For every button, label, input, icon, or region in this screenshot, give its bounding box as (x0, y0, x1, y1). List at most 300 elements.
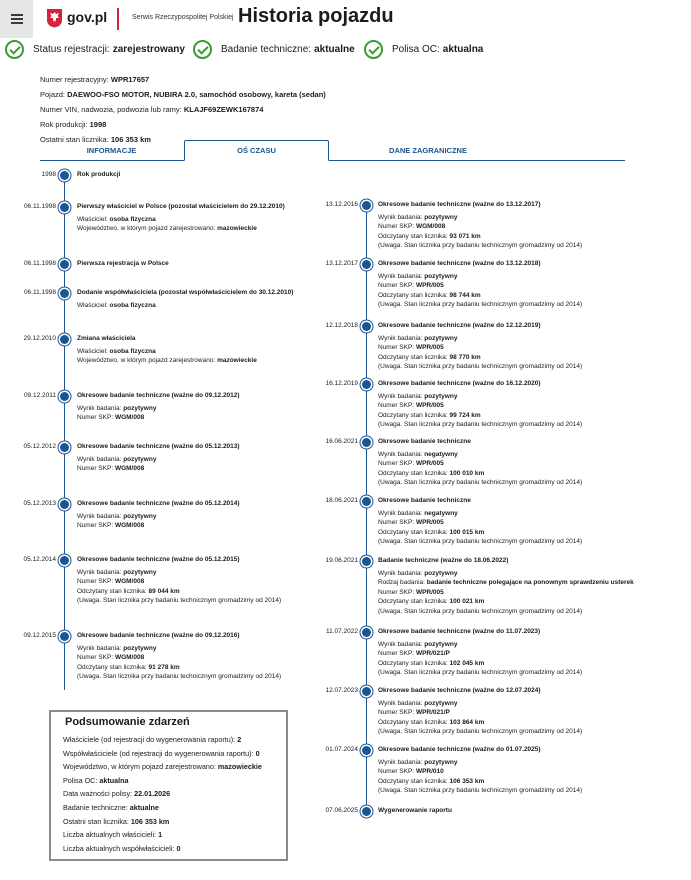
summary-row (63, 801, 274, 815)
event-title: Okresowe badanie techniczne (ważne do 05.12.2014) (77, 500, 240, 507)
event-detail-row (378, 640, 582, 649)
detail-label: Wynik badania: (378, 335, 423, 342)
detail-label: Numer SKP: (378, 768, 415, 776)
event-title: Okresowe badanie techniczne (ważne do 13.12.2018) (378, 260, 541, 267)
event-date: 16.06.2021 (325, 438, 358, 445)
tab-bar (40, 140, 625, 161)
event-detail-row (378, 569, 634, 578)
detail-label: Odczytany stan licznika: (378, 353, 448, 361)
event-detail-row (378, 343, 582, 352)
event-detail-row (378, 300, 582, 309)
logo-text[interactable]: gov.pl (67, 9, 108, 25)
timeline-dot-icon (362, 807, 371, 816)
detail-label: Odczytany stan licznika: (378, 291, 448, 299)
event-title: Pierwsza rejestracja w Polsce (77, 260, 169, 267)
timeline-dot-icon (362, 687, 371, 696)
detail-value: badanie techniczne polegające na ponownym sprawdzeniu usterek (426, 579, 634, 587)
timeline-dot-icon (362, 380, 371, 389)
event-title: Rok produkcji (77, 171, 121, 178)
timeline-dot-icon (60, 171, 69, 180)
detail-label: (Uwaga. Stan licznika przy badaniu technicznym gromadzimy od 2014) (378, 607, 583, 615)
detail-label: Wynik badania: (378, 759, 423, 766)
info-production-year (40, 117, 326, 132)
summary-value: mazowieckie (217, 762, 262, 772)
event-title: Okresowe badanie techniczne (ważne do 13.12.2017) (378, 201, 541, 208)
detail-value: pozytywny (424, 335, 458, 342)
status-value: aktualne (314, 44, 355, 55)
detail-label: Wynik badania: (378, 451, 423, 458)
timeline-dot-icon (362, 557, 371, 566)
detail-value: 103 864 km (449, 718, 485, 726)
detail-value: WPR/005 (415, 282, 444, 290)
detail-label: (Uwaga. Stan licznika przy badaniu technicznym gromadzimy od 2014) (378, 421, 583, 429)
event-title: Okresowe badanie techniczne (ważne do 16.12.2020) (378, 380, 541, 387)
summary-row (63, 842, 274, 856)
hamburger-icon (11, 14, 23, 24)
detail-value: osoba fizyczna (109, 216, 156, 223)
detail-value: 100 010 km (449, 469, 485, 477)
tab-os-czasu[interactable]: OŚ CZASU (184, 140, 329, 161)
event-detail-row (378, 578, 634, 587)
detail-label: (Uwaga. Stan licznika przy badaniu technicznym gromadzimy od 2014) (378, 301, 583, 309)
detail-value: WGM/008 (415, 223, 446, 231)
detail-label: Rodzaj badania: (378, 579, 425, 587)
check-circle-icon (193, 40, 212, 59)
event-detail-row (378, 232, 582, 241)
event-date: 09.12.2015 (23, 632, 56, 639)
detail-value: negatywny (424, 451, 458, 458)
summary-value: 1 (158, 830, 163, 840)
detail-value: osoba fizyczna (109, 302, 156, 309)
detail-label: Wynik badania: (378, 700, 423, 707)
detail-label: (Uwaga. Stan licznika przy badaniu technicznym gromadzimy od 2014) (378, 242, 583, 250)
event-date: 07.06.2025 (325, 807, 358, 814)
detail-label: Numer SKP: (378, 588, 415, 596)
detail-label: Odczytany stan licznika: (77, 663, 147, 671)
info-vehicle (40, 87, 326, 102)
detail-label: (Uwaga. Stan licznika przy badaniu technicznym gromadzimy od 2014) (378, 538, 583, 546)
info-value: DAEWOO-FSO MOTOR, NUBIRA 2.0, samochód osobowy, kareta (sedan) (67, 90, 326, 99)
detail-value: pozytywny (424, 570, 458, 577)
detail-label: Wynik badania: (77, 513, 122, 520)
summary-row (63, 828, 274, 842)
detail-value: WPR/005 (415, 519, 444, 527)
event-detail-row (378, 537, 582, 546)
info-vin (40, 102, 326, 117)
detail-label: Wynik badania: (378, 393, 423, 400)
event-date: 19.06.2021 (325, 557, 358, 564)
event-details (77, 644, 281, 682)
summary-row (63, 733, 274, 747)
detail-value: WPR/005 (415, 402, 444, 410)
event-detail-row (77, 587, 281, 596)
event-detail-row (378, 649, 582, 658)
event-date: 12.07.2023 (325, 687, 358, 694)
detail-label: Odczytany stan licznika: (77, 587, 147, 595)
detail-label: (Uwaga. Stan licznika przy badaniu technicznym gromadzimy od 2014) (378, 787, 583, 795)
detail-value: 98 770 km (449, 353, 481, 361)
timeline-dot-icon (60, 500, 69, 509)
event-details (378, 272, 582, 310)
detail-label: (Uwaga. Stan licznika przy badaniu technicznym gromadzimy od 2014) (378, 363, 583, 371)
event-date: 06.11.1998 (23, 260, 56, 267)
event-title: Okresowe badanie techniczne (ważne do 01.07.2025) (378, 746, 541, 753)
detail-value: 100 015 km (449, 528, 485, 536)
event-detail-row (77, 672, 281, 681)
event-details (77, 404, 156, 423)
event-date: 1998 (41, 171, 56, 178)
detail-value: pozytywny (123, 645, 157, 652)
detail-label: (Uwaga. Stan licznika przy badaniu technicznym gromadzimy od 2014) (378, 479, 583, 487)
event-title: Okresowe badanie techniczne (ważne do 12.12.2019) (378, 322, 541, 329)
summary-value: 106 353 km (130, 816, 170, 826)
event-detail-row (378, 213, 582, 222)
detail-label: Właściciel: (77, 302, 108, 309)
detail-value: 89 044 km (148, 587, 180, 595)
event-detail-row (378, 392, 582, 401)
event-details (378, 699, 582, 737)
detail-value: WGM/008 (114, 414, 145, 422)
detail-label: Numer SKP: (77, 522, 114, 530)
summary-row (63, 774, 274, 788)
event-date: 06.11.1998 (23, 289, 56, 296)
event-detail-row (378, 718, 582, 727)
status-label: Status rejestracji: (33, 44, 110, 55)
detail-value: WPR/010 (415, 768, 444, 776)
summary-row (63, 760, 274, 774)
detail-value: pozytywny (123, 513, 157, 520)
detail-label: Numer SKP: (378, 460, 415, 468)
check-circle-icon (5, 40, 24, 59)
detail-value: WGM/008 (114, 654, 145, 662)
timeline-line (64, 175, 65, 690)
event-detail-row (378, 353, 582, 362)
detail-label: Województwo, w którym pojazd zarejestrowano: (77, 225, 216, 233)
event-detail-row (378, 758, 582, 767)
event-date: 11.07.2022 (325, 628, 358, 635)
detail-value: 106 353 km (449, 777, 485, 785)
detail-label: Wynik badania: (77, 405, 122, 412)
detail-label: Numer SKP: (378, 344, 415, 352)
event-detail-row (77, 596, 281, 605)
detail-label: (Uwaga. Stan licznika przy badaniu technicznym gromadzimy od 2014) (378, 728, 583, 736)
event-detail-row (378, 708, 582, 717)
detail-value: pozytywny (424, 759, 458, 766)
detail-label: Województwo, w którym pojazd zarejestrowano: (77, 357, 216, 365)
detail-label: Numer SKP: (378, 223, 415, 231)
header (0, 0, 691, 38)
summary-value: 0 (255, 748, 260, 758)
detail-label: Odczytany stan licznika: (378, 411, 448, 419)
event-details (378, 509, 582, 547)
summary-rows (63, 733, 274, 855)
timeline-dot-icon (362, 438, 371, 447)
detail-label: Numer SKP: (378, 519, 415, 527)
event-date: 13.12.2017 (325, 260, 358, 267)
event-detail-row (378, 241, 582, 250)
event-details (77, 347, 257, 366)
summary-row (63, 787, 274, 801)
detail-label: Wynik badania: (378, 273, 423, 280)
event-detail-row (378, 459, 582, 468)
detail-value: pozytywny (123, 569, 157, 576)
event-detail-row (77, 347, 257, 356)
detail-label: Odczytany stan licznika: (378, 232, 448, 240)
event-detail-row (378, 509, 582, 518)
event-detail-row (77, 521, 156, 530)
event-detail-row (378, 727, 582, 736)
detail-value: osoba fizyczna (109, 348, 156, 355)
detail-value: 102 045 km (449, 659, 485, 667)
event-detail-row (378, 222, 582, 231)
event-details (378, 213, 582, 251)
detail-label: Odczytany stan licznika: (378, 598, 448, 606)
tab-dane-zagraniczne[interactable]: DANE ZAGRANICZNE (389, 146, 467, 155)
event-detail-row (378, 528, 582, 537)
info-value: KLAJF69ZEWK167874 (183, 105, 264, 114)
summary-label: Polisa OC: (63, 775, 98, 785)
event-title: Okresowe badanie techniczne (378, 438, 471, 445)
detail-value: 99 724 km (449, 411, 481, 419)
summary-label: Właściciele (od rejestracji do wygenerowania raportu): (63, 735, 236, 744)
check-circle-icon (364, 40, 383, 59)
detail-value: pozytywny (424, 641, 458, 648)
summary-value: 22.01.2026 (134, 789, 171, 799)
event-date: 05.12.2014 (23, 556, 56, 563)
detail-label: Numer SKP: (77, 654, 114, 662)
detail-label: Wynik badania: (77, 569, 122, 576)
status-inspection (193, 40, 355, 59)
status-label: Badanie techniczne: (221, 44, 312, 55)
detail-label: Numer SKP: (77, 414, 114, 422)
detail-value: pozytywny (123, 456, 157, 463)
status-value: zarejestrowany (112, 44, 185, 55)
event-detail-row (378, 607, 634, 616)
info-value: 106 353 km (110, 135, 151, 144)
status-row (0, 40, 691, 62)
tab-informacje[interactable]: INFORMACJE (86, 146, 137, 155)
summary-value: aktualne (129, 802, 159, 812)
detail-value: pozytywny (424, 214, 458, 221)
eagle-emblem-icon (46, 8, 63, 28)
event-detail-row (378, 777, 582, 786)
event-date: 05.12.2012 (23, 443, 56, 450)
event-detail-row (77, 568, 281, 577)
logo-divider (117, 8, 119, 30)
info-label: Ostatni stan licznika: (40, 135, 109, 144)
event-title: Zmiana właściciela (77, 335, 136, 342)
event-detail-row (378, 597, 634, 606)
event-detail-row (77, 663, 281, 672)
event-title: Dodanie współwłaściciela (pozostał współwłaścicielem do 30.12.2010) (77, 289, 294, 296)
event-date: 13.12.2016 (325, 201, 358, 208)
info-registration-number (40, 72, 326, 87)
event-details (77, 455, 156, 474)
event-detail-row (378, 281, 582, 290)
event-date: 09.12.2011 (23, 392, 56, 399)
summary-label: Liczba aktualnych właścicieli: (63, 830, 157, 840)
detail-label: Odczytany stan licznika: (378, 528, 448, 536)
event-title: Okresowe badanie techniczne (ważne do 11.07.2023) (378, 628, 541, 635)
detail-value: WPR/021/P (415, 709, 450, 717)
event-detail-row (378, 334, 582, 343)
detail-label: Wynik badania: (378, 510, 423, 517)
info-value: WPR17657 (110, 75, 150, 84)
timeline-dot-icon (362, 260, 371, 269)
summary-label: Data ważności polisy: (63, 789, 133, 799)
event-title: Wygenerowanie raportu (378, 807, 452, 814)
detail-label: Odczytany stan licznika: (378, 659, 448, 667)
event-detail-row (378, 767, 582, 776)
detail-label: Numer SKP: (378, 282, 415, 290)
event-title: Okresowe badanie techniczne (ważne do 09.12.2016) (77, 632, 240, 639)
summary-value: aktualna (99, 775, 129, 785)
detail-label: (Uwaga. Stan licznika przy badaniu technicznym gromadzimy od 2014) (77, 673, 282, 681)
event-details (77, 215, 257, 234)
summary-value: 2 (237, 735, 242, 744)
summary-row (63, 815, 274, 829)
event-detail-row (378, 699, 582, 708)
detail-value: WPR/021/P (415, 650, 450, 658)
info-label: Numer rejestracyjny: (40, 75, 109, 84)
event-detail-row (77, 413, 156, 422)
detail-label: Odczytany stan licznika: (378, 777, 448, 785)
detail-label: Wynik badania: (77, 456, 122, 463)
timeline-dot-icon (60, 392, 69, 401)
info-label: Rok produkcji: (40, 120, 88, 129)
event-detail-row (77, 512, 156, 521)
detail-value: 91 278 km (148, 663, 180, 671)
event-detail-row (378, 401, 582, 410)
event-detail-row (378, 411, 582, 420)
detail-value: WPR/005 (415, 460, 444, 468)
event-detail-row (378, 362, 582, 371)
event-details (77, 568, 281, 606)
detail-label: Numer SKP: (378, 709, 415, 717)
summary-label: Współwłaściciele (od rejestracji do wygenerowania raportu): (63, 748, 254, 758)
event-detail-row (378, 786, 582, 795)
detail-value: mazowieckie (217, 225, 257, 233)
summary-label: Badanie techniczne: (63, 802, 128, 812)
summary-label: Województwo, w którym pojazd zarejestrowano: (63, 762, 216, 772)
event-detail-row (77, 455, 156, 464)
event-title: Okresowe badanie techniczne (ważne do 05.12.2013) (77, 443, 240, 450)
event-detail-row (77, 404, 156, 413)
event-date: 12.12.2018 (325, 322, 358, 329)
page-title: Historia pojazdu (238, 5, 394, 27)
event-details (378, 450, 582, 488)
event-date: 18.06.2021 (325, 497, 358, 504)
detail-value: pozytywny (424, 273, 458, 280)
status-value: aktualna (442, 44, 484, 55)
timeline-dot-icon (60, 203, 69, 212)
event-date: 16.12.2019 (325, 380, 358, 387)
detail-value: 100 021 km (449, 598, 485, 606)
info-label: Numer VIN, nadwozia, podwozia lub ramy: (40, 105, 182, 114)
detail-value: pozytywny (123, 405, 157, 412)
detail-value: WGM/008 (114, 465, 145, 473)
event-detail-row (378, 291, 582, 300)
info-value: 1998 (89, 120, 107, 129)
detail-label: Numer SKP: (378, 650, 415, 658)
detail-label: Właściciel: (77, 348, 108, 355)
detail-label: Wynik badania: (77, 645, 122, 652)
timeline-dot-icon (362, 201, 371, 210)
detail-value: pozytywny (424, 393, 458, 400)
event-detail-row (77, 464, 156, 473)
event-date: 05.12.2013 (23, 500, 56, 507)
event-detail-row (77, 577, 281, 586)
event-detail-row (378, 478, 582, 487)
service-name: Serwis Rzeczypospolitej Polskiej (132, 14, 234, 21)
status-insurance (364, 40, 483, 59)
event-detail-row (378, 469, 582, 478)
vehicle-info (40, 72, 326, 147)
timeline-dot-icon (362, 628, 371, 637)
timeline-dot-icon (60, 260, 69, 269)
timeline-dot-icon (60, 335, 69, 344)
detail-label: Odczytany stan licznika: (378, 718, 448, 726)
detail-label: (Uwaga. Stan licznika przy badaniu technicznym gromadzimy od 2014) (77, 597, 282, 605)
event-detail-row (378, 272, 582, 281)
event-date: 29.12.2010 (23, 335, 56, 342)
event-details (378, 334, 582, 372)
event-date: 06.11.1998 (23, 203, 56, 210)
menu-button[interactable] (0, 0, 33, 38)
detail-label: Numer SKP: (77, 578, 114, 586)
detail-value: 98 744 km (449, 291, 481, 299)
summary-row (63, 747, 274, 761)
event-title: Okresowe badanie techniczne (ważne do 09.12.2012) (77, 392, 240, 399)
event-detail-row (77, 215, 257, 224)
detail-label: Wynik badania: (378, 214, 423, 221)
detail-label: Wynik badania: (378, 570, 423, 577)
detail-value: WGM/008 (114, 578, 145, 586)
event-detail-row (77, 301, 156, 310)
event-details (378, 758, 582, 796)
event-details (378, 640, 582, 678)
timeline-dot-icon (362, 497, 371, 506)
summary-title: Podsumowanie zdarzeń (65, 716, 190, 728)
event-detail-row (378, 659, 582, 668)
event-details (77, 301, 156, 310)
timeline-dot-icon (60, 632, 69, 641)
detail-label: Numer SKP: (77, 465, 114, 473)
event-detail-row (77, 224, 257, 233)
event-detail-row (77, 356, 257, 365)
detail-label: Wynik badania: (378, 641, 423, 648)
timeline-dot-icon (362, 322, 371, 331)
detail-value: 93 071 km (449, 232, 481, 240)
summary-label: Ostatni stan licznika: (63, 816, 129, 826)
event-detail-row (378, 668, 582, 677)
detail-label: Numer SKP: (378, 402, 415, 410)
summary-value: 0 (176, 843, 181, 853)
event-detail-row (378, 450, 582, 459)
event-detail-row (378, 588, 634, 597)
event-detail-row (378, 518, 582, 527)
detail-value: pozytywny (424, 700, 458, 707)
detail-value: WPR/005 (415, 588, 444, 596)
detail-label: (Uwaga. Stan licznika przy badaniu technicznym gromadzimy od 2014) (378, 669, 583, 677)
event-details (77, 512, 156, 531)
timeline-dot-icon (60, 289, 69, 298)
timeline-dot-icon (60, 443, 69, 452)
timeline-dot-icon (60, 556, 69, 565)
detail-label: Odczytany stan licznika: (378, 469, 448, 477)
event-title: Okresowe badanie techniczne (ważne do 05.12.2015) (77, 556, 240, 563)
detail-value: WGM/008 (114, 522, 145, 530)
